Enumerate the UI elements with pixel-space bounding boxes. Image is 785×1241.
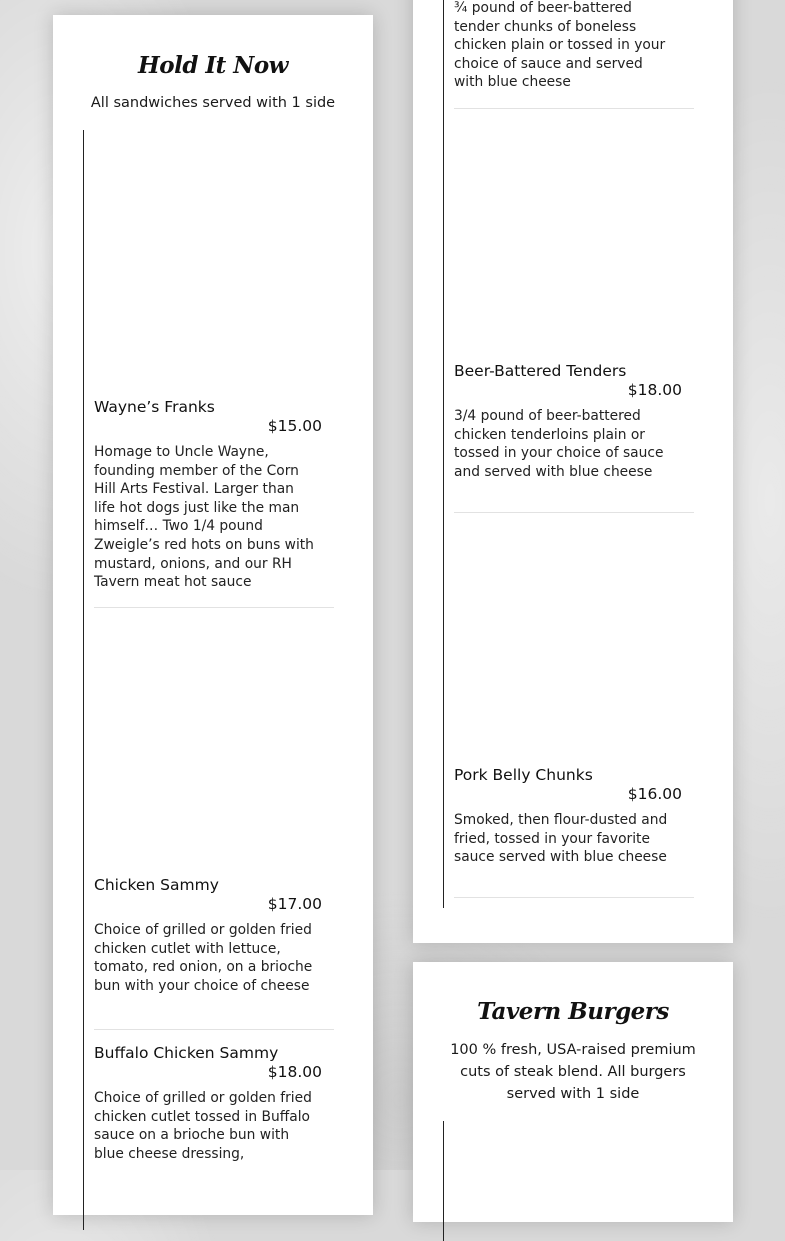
- section-subtitle: All sandwiches served with 1 side: [90, 95, 336, 111]
- item-description: Choice of grilled or golden fried chicken cutlet tossed in Buffalo sauce on a brioche bun with blue cheese dressing,: [94, 1090, 312, 1162]
- item-price: $18.00: [267, 1063, 322, 1081]
- section-subtitle: 100 % fresh, USA-raised premium cuts of steak blend. All burgers served with 1 side: [450, 1042, 696, 1102]
- section-rule: [83, 130, 84, 1230]
- section-title-hold-it-now: Hold It Now: [138, 52, 288, 79]
- item-price: $17.00: [267, 895, 322, 913]
- item-name: Pork Belly Chunks: [454, 766, 593, 784]
- tenders-card: [413, 0, 733, 943]
- item-divider: [454, 512, 694, 513]
- item-divider: [94, 607, 334, 608]
- item-description: 3/4 pound of beer-battered chicken tenderloins plain or tossed in your choice of sauce and served with blue cheese: [454, 408, 664, 480]
- item-name: Beer-Battered Tenders: [454, 362, 627, 380]
- item-divider: [454, 897, 694, 898]
- section-rule: [443, 1121, 444, 1241]
- item-price: $18.00: [627, 381, 682, 399]
- item-divider: [94, 1029, 334, 1030]
- item-description: Smoked, then flour-dusted and fried, tossed in your favorite sauce served with blue cheese: [454, 812, 668, 866]
- item-name: Wayne’s Franks: [94, 398, 215, 416]
- item-name: Chicken Sammy: [94, 876, 219, 894]
- item-price: $15.00: [267, 417, 322, 435]
- item-price: $16.00: [627, 785, 682, 803]
- item-description: Homage to Uncle Wayne, founding member of the Corn Hill Arts Festival. Larger than life hot dogs just like the man himself… Two 1/4 pound Zweigle’s red hots on buns with mustard, onions, and our RH Tavern meat hot sauce: [94, 444, 314, 591]
- item-name: Buffalo Chicken Sammy: [94, 1044, 279, 1062]
- item-description: ¾ pound of beer-battered tender chunks of boneless chicken plain or tossed in your choice of sauce and served with blue cheese: [454, 0, 666, 91]
- hold-it-now-card: [53, 15, 373, 1215]
- item-divider: [454, 108, 694, 109]
- section-title-tavern-burgers: Tavern Burgers: [477, 998, 669, 1025]
- tavern-burgers-card: [413, 962, 733, 1222]
- section-rule: [443, 0, 444, 908]
- item-description: Choice of grilled or golden fried chicken cutlet with lettuce, tomato, red onion, on a brioche bun with your choice of cheese: [94, 922, 313, 994]
